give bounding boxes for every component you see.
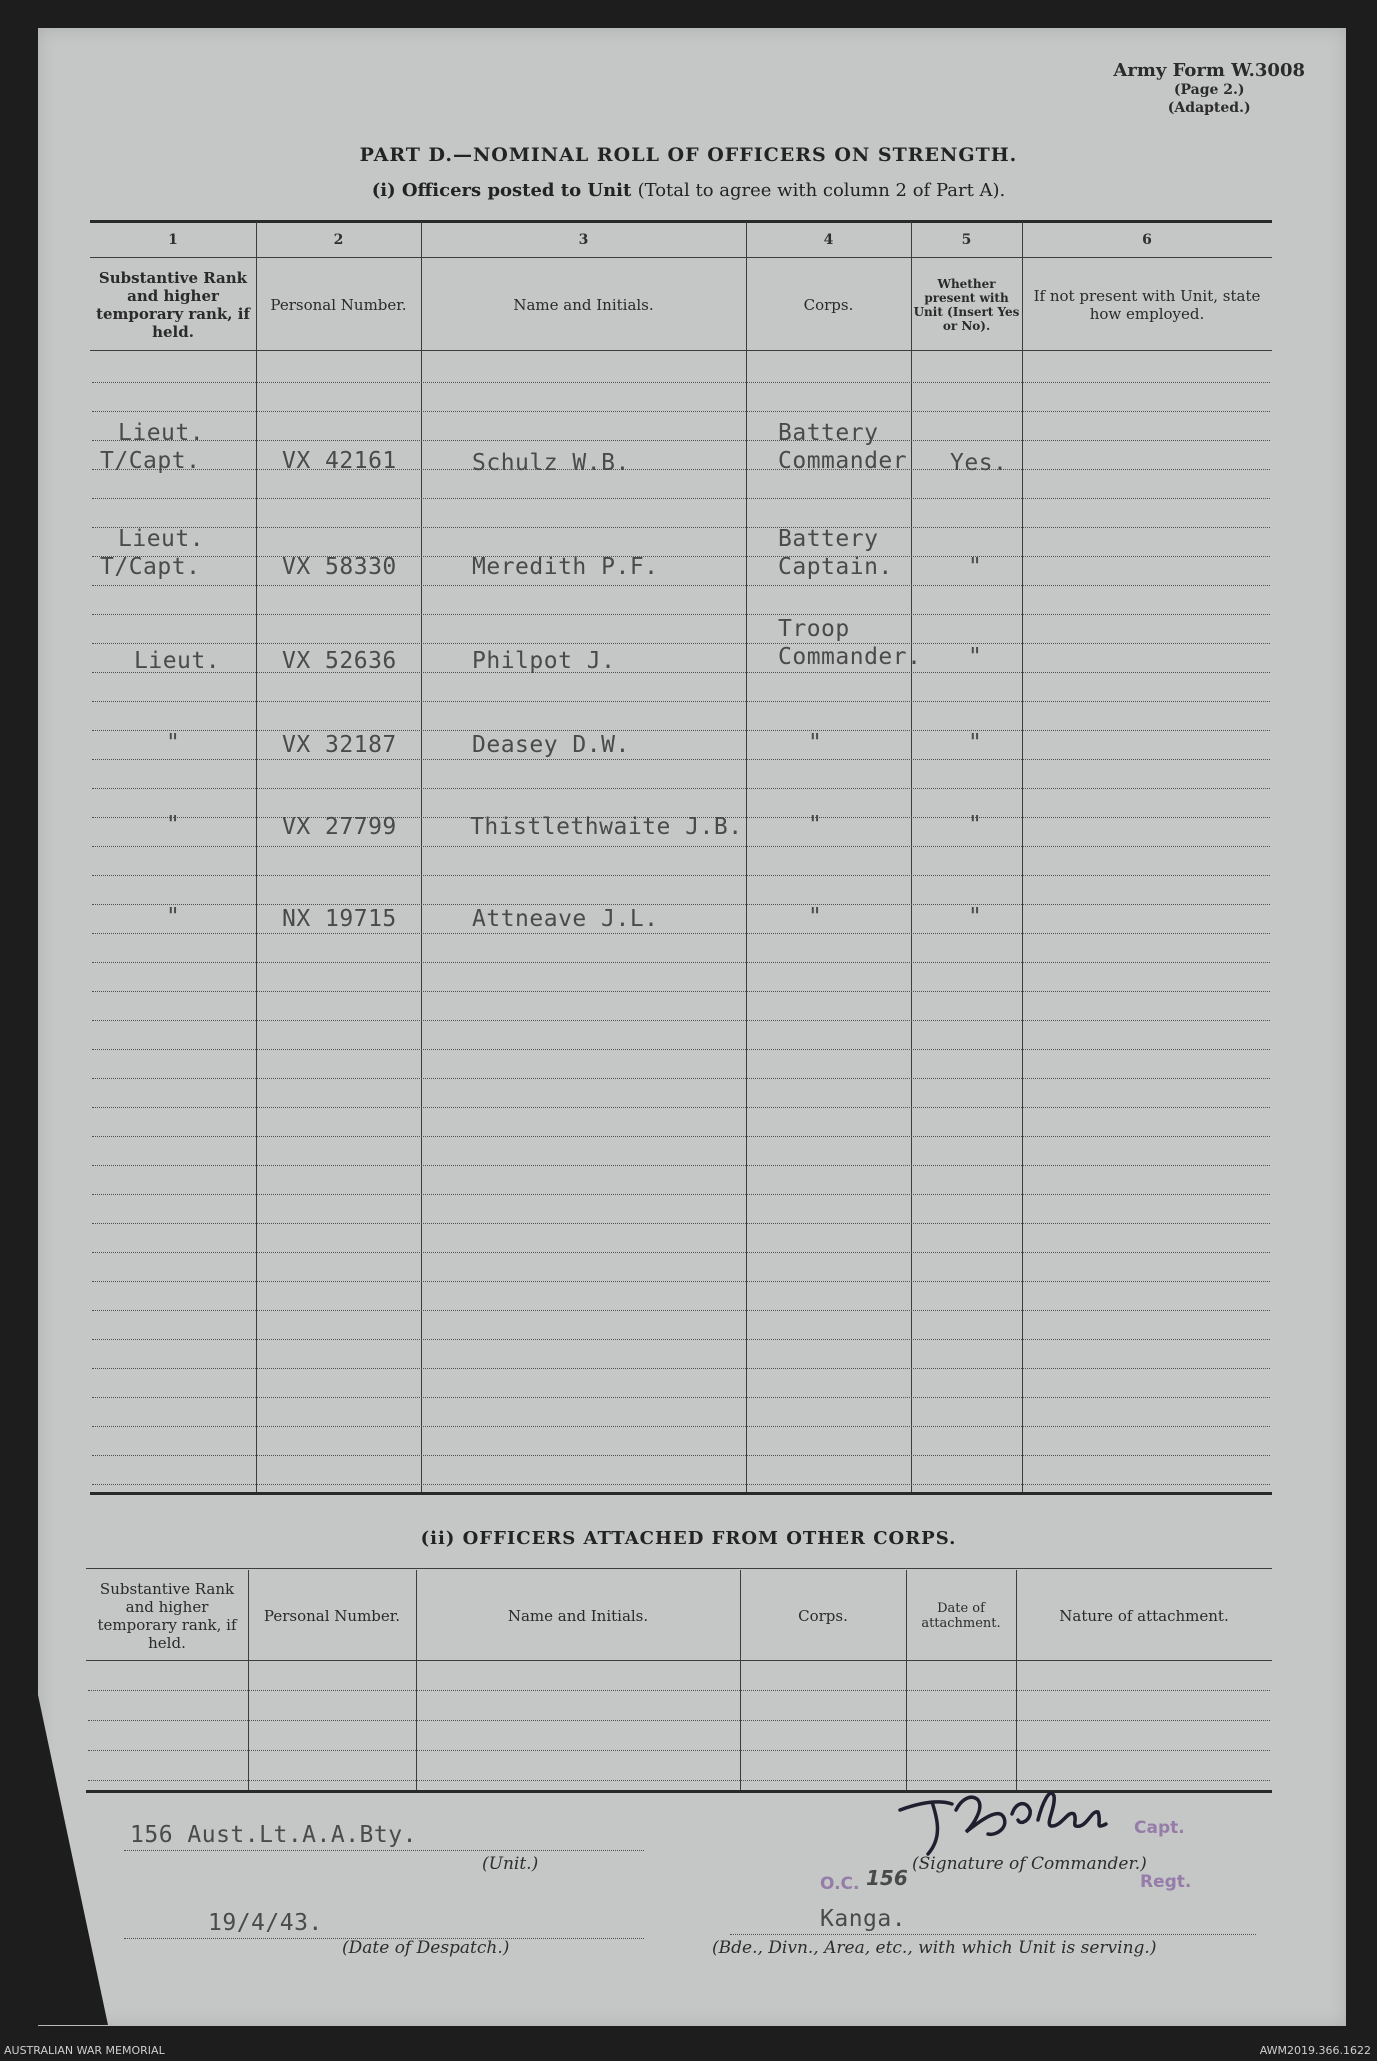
- ruled-line: [92, 1107, 1270, 1108]
- table1-bottom-rule: [90, 1492, 1272, 1495]
- ruled-line: [92, 672, 1270, 673]
- unit-dotted-line: [124, 1850, 644, 1851]
- header-rank: Substantive Rank and higher temporary rank, if held.: [96, 269, 250, 341]
- ruled-line: [92, 614, 1270, 615]
- ruled-line: [92, 556, 1270, 557]
- despatch-date-caption: (Date of Despatch.): [342, 1938, 510, 1958]
- ruled-line: [92, 1455, 1270, 1456]
- ruled-line: [92, 1426, 1270, 1427]
- ruled-line: [92, 933, 1270, 934]
- col-number-5: 5: [961, 232, 972, 248]
- table2-top-rule: [86, 1568, 1272, 1569]
- table1-col-divider: [911, 222, 912, 1492]
- attached-header-date: Date of attachment.: [921, 1601, 1001, 1631]
- entry-number: NX 19715: [282, 906, 397, 932]
- stamp-number: 156: [866, 1866, 908, 1890]
- table2-col-divider: [1016, 1570, 1017, 1790]
- header-employment: If not present with Unit, state how employed.: [1033, 287, 1261, 323]
- subheading-bold: (i) Officers posted to Unit: [371, 180, 632, 201]
- entry-number: VX 27799: [282, 814, 397, 840]
- form-number: Army Form W.3008: [1113, 60, 1305, 81]
- ruled-line: [92, 1049, 1270, 1050]
- entry-name: Schulz W.B.: [472, 450, 630, 476]
- stamp-rank: Capt.: [1134, 1818, 1185, 1838]
- table2-header-rule: [86, 1660, 1272, 1661]
- entry-present: ": [968, 812, 983, 838]
- entry-rank-line2: ": [166, 904, 181, 930]
- header-name: Name and Initials.: [513, 296, 654, 314]
- entry-present: ": [968, 644, 983, 670]
- col-number-3: 3: [578, 232, 589, 248]
- entry-present: ": [968, 904, 983, 930]
- commander-signature: [892, 1780, 1152, 1860]
- entry-rank-line2: ": [166, 812, 181, 838]
- unit-caption: (Unit.): [482, 1854, 539, 1874]
- ruled-line: [92, 469, 1270, 470]
- entry-rank-line2: ": [166, 730, 181, 756]
- ruled-line: [92, 440, 1270, 441]
- ruled-line: [92, 962, 1270, 963]
- entry-number: VX 32187: [282, 732, 397, 758]
- attached-heading: (ii) OFFICERS ATTACHED FROM OTHER CORPS.: [420, 1528, 957, 1549]
- header-personal-number: Personal Number.: [270, 296, 407, 314]
- ruled-line: [92, 1310, 1270, 1311]
- ruled-line: [92, 1484, 1270, 1485]
- entry-corps-line1: Battery: [778, 420, 879, 446]
- part-heading: PART D.—NOMINAL ROLL OF OFFICERS ON STRENGTH.: [359, 144, 1018, 166]
- col-number-1: 1: [168, 232, 178, 248]
- entry-rank-line1: Lieut.: [118, 420, 205, 446]
- archive-reference: AWM2019.366.1622: [1259, 2044, 1371, 2057]
- ruled-line: [92, 904, 1270, 905]
- entry-number: VX 52636: [282, 648, 397, 674]
- stamp-oc: O.C.: [820, 1874, 860, 1894]
- col-number-4: 4: [823, 232, 834, 248]
- entry-name: Deasey D.W.: [472, 732, 630, 758]
- formation-caption: (Bde., Divn., Area, etc., with which Unit is serving.): [712, 1938, 1157, 1958]
- entry-rank-line2: T/Capt.: [100, 554, 201, 580]
- ruled-line: [92, 730, 1270, 731]
- entry-present: ": [968, 554, 983, 580]
- table2-col-divider: [248, 1570, 249, 1790]
- entry-name: Meredith P.F.: [472, 554, 659, 580]
- table2-col-divider: [740, 1570, 741, 1790]
- subheading: [0, 180, 1377, 201]
- subheading-normal: (Total to agree with column 2 of Part A).: [637, 180, 1006, 201]
- ruled-line: [92, 1078, 1270, 1079]
- entry-name: Philpot J.: [472, 648, 616, 674]
- ruled-line: [92, 1165, 1270, 1166]
- entry-corps-line2: ": [808, 730, 823, 756]
- entry-rank-line2: Lieut.: [134, 648, 221, 674]
- entry-rank-line2: T/Capt.: [100, 448, 201, 474]
- ruled-line: [92, 1020, 1270, 1021]
- entry-name: Thistlethwaite J.B.: [470, 814, 743, 840]
- entry-corps-line2: Commander.: [778, 644, 922, 670]
- attached-header-personal-number: Personal Number.: [263, 1607, 401, 1625]
- form-page: (Page 2.): [1173, 82, 1245, 98]
- header-corps: Corps.: [803, 296, 854, 314]
- entry-present: Yes.: [950, 450, 1008, 476]
- unit-value: 156 Aust.Lt.A.A.Bty.: [130, 1822, 417, 1848]
- table2-col-divider: [416, 1570, 417, 1790]
- entry-corps-line2: Commander: [778, 448, 908, 474]
- ruled-line: [92, 1194, 1270, 1195]
- formation-value: Kanga.: [820, 1906, 907, 1932]
- ruled-line: [92, 1339, 1270, 1340]
- table2-col-divider: [906, 1570, 907, 1790]
- ruled-line: [88, 1720, 1270, 1721]
- ruled-line: [92, 991, 1270, 992]
- entry-present: ": [968, 730, 983, 756]
- ruled-line: [92, 1223, 1270, 1224]
- torn-corner: [38, 1695, 108, 2025]
- ruled-line: [92, 382, 1270, 383]
- ruled-line: [92, 788, 1270, 789]
- table1-header-rule: [90, 350, 1272, 351]
- table1-col-divider: [256, 222, 257, 1492]
- entry-corps-line2: ": [808, 812, 823, 838]
- formation-dotted-line: [730, 1934, 1256, 1935]
- entry-corps-line2: Captain.: [778, 554, 893, 580]
- col-number-6: 6: [1142, 232, 1152, 248]
- ruled-line: [92, 1281, 1270, 1282]
- header-present: Whether present with Unit (Insert Yes or No).: [913, 277, 1020, 333]
- entry-rank-line1: Lieut.: [118, 526, 205, 552]
- signature-caption: (Signature of Commander.): [912, 1854, 1147, 1874]
- ruled-line: [92, 643, 1270, 644]
- ruled-line: [92, 527, 1270, 528]
- table1-col-divider: [1022, 222, 1023, 1492]
- attached-header-rank: Substantive Rank and higher temporary rank, if held.: [97, 1580, 237, 1652]
- entry-corps-line2: ": [808, 904, 823, 930]
- form-adapted: (Adapted.): [1167, 100, 1251, 116]
- entry-number: VX 58330: [282, 554, 397, 580]
- table1-col-divider: [421, 222, 422, 1492]
- entry-corps-line1: Troop: [778, 616, 850, 642]
- attached-header-nature: Nature of attachment.: [1059, 1607, 1229, 1625]
- attached-header-corps: Corps.: [798, 1607, 848, 1625]
- col-number-2: 2: [333, 232, 344, 248]
- ruled-line: [92, 498, 1270, 499]
- ruled-line: [88, 1690, 1270, 1691]
- entry-name: Attneave J.L.: [472, 906, 659, 932]
- ruled-line: [88, 1750, 1270, 1751]
- ruled-line: [92, 759, 1270, 760]
- entry-number: VX 42161: [282, 448, 397, 474]
- ruled-line: [92, 585, 1270, 586]
- table1-top-rule: [90, 220, 1272, 223]
- entry-corps-line1: Battery: [778, 526, 879, 552]
- form-identifier: [1113, 60, 1305, 117]
- despatch-date-value: 19/4/43.: [208, 1910, 323, 1936]
- ruled-line: [92, 701, 1270, 702]
- ruled-line: [92, 1368, 1270, 1369]
- ruled-line: [92, 1397, 1270, 1398]
- ruled-line: [92, 1252, 1270, 1253]
- table1-col-divider: [746, 222, 747, 1492]
- ruled-line: [92, 1136, 1270, 1137]
- table1-number-rule: [90, 257, 1272, 258]
- ruled-line: [92, 875, 1270, 876]
- archive-credit: AUSTRALIAN WAR MEMORIAL: [4, 2044, 165, 2057]
- stamp-regt: Regt.: [1140, 1872, 1192, 1892]
- ruled-line: [92, 411, 1270, 412]
- ruled-line: [92, 846, 1270, 847]
- attached-header-name: Name and Initials.: [507, 1607, 649, 1625]
